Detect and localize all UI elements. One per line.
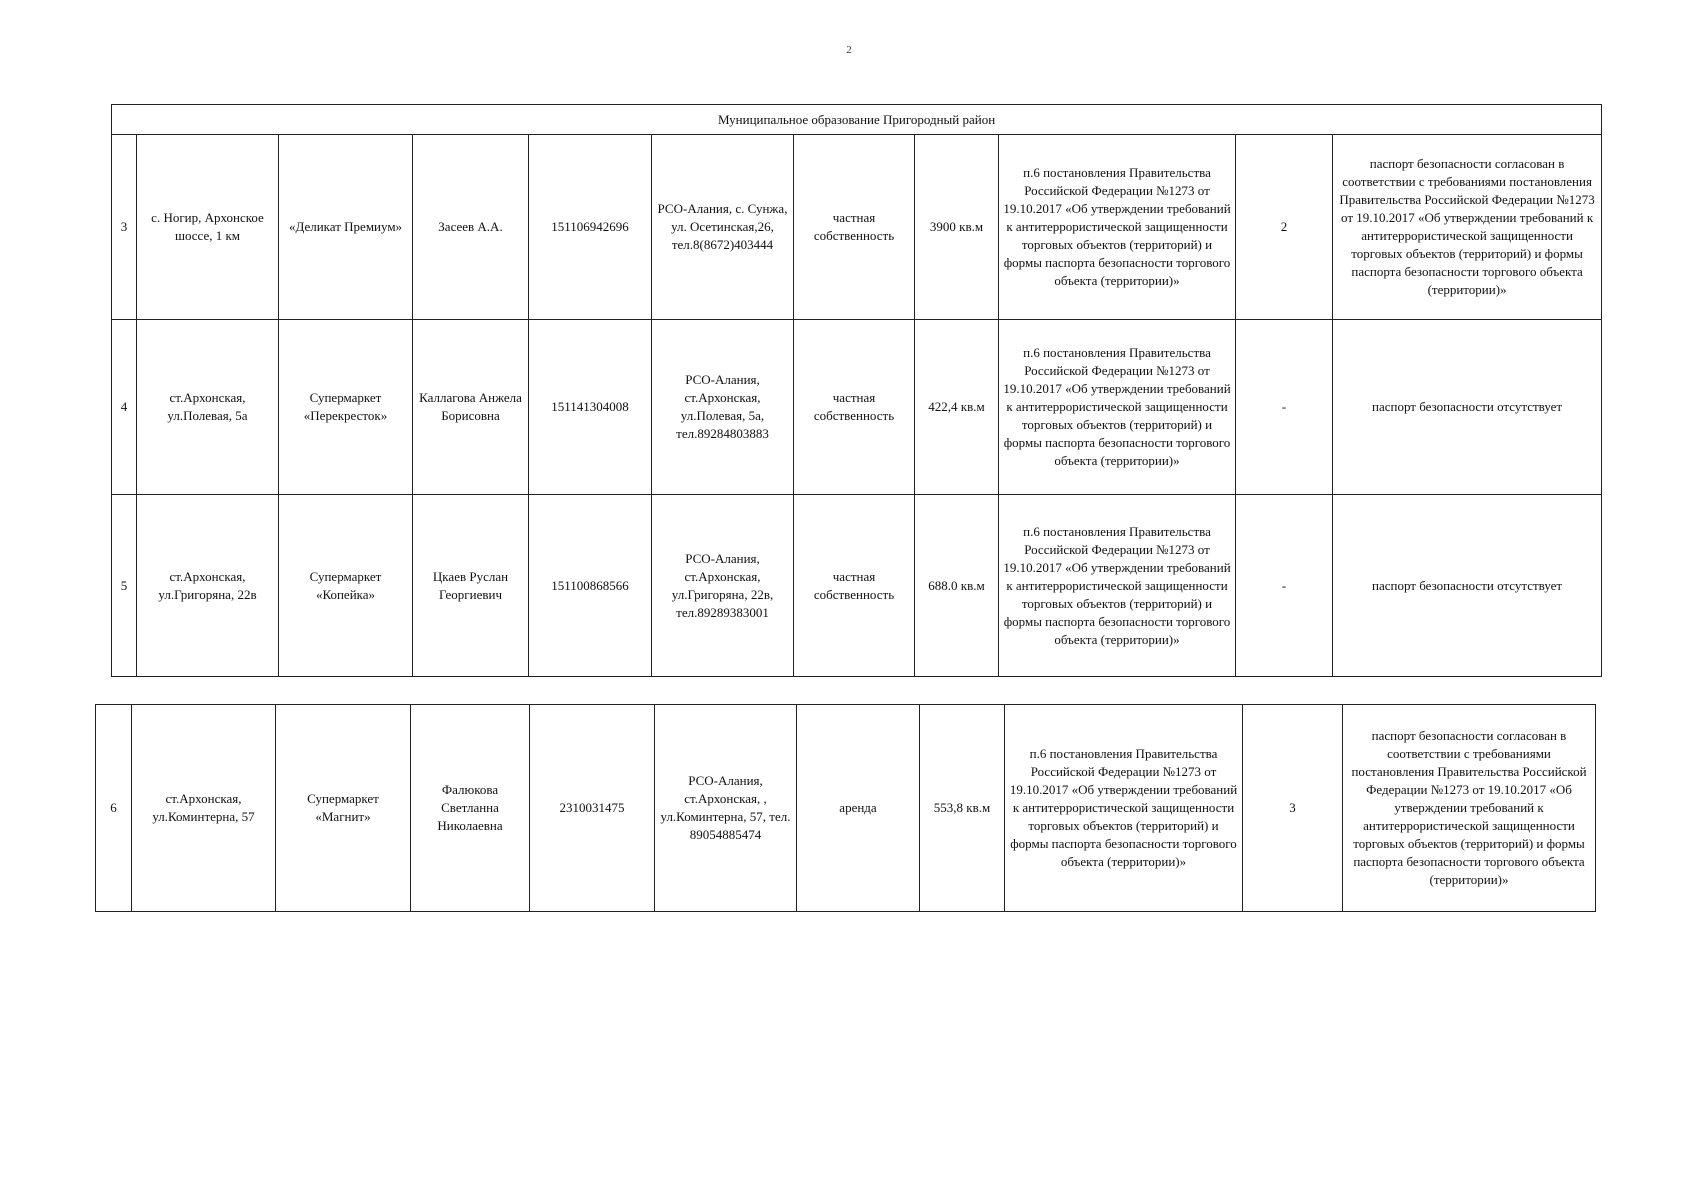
contact-info: РСО-Алания, ст.Архонская, , ул.Коминтерна, 57, тел. 89054885474	[655, 705, 797, 912]
contact-info: РСО-Алания, ст.Архонская, ул.Григоряна, 22в, тел.89289383001	[652, 495, 794, 677]
object-area: 3900 кв.м	[915, 135, 999, 320]
inn-number: 151106942696	[529, 135, 652, 320]
legal-basis: п.6 постановления Правительства Российской Федерации №1273 от 19.10.2017 «Об утверждении требований к антитеррористической защищенности торговых объектов (территорий) и формы паспорта безопасности торгового объекта (территории)»	[999, 135, 1236, 320]
row-number: 4	[112, 320, 137, 495]
hazard-category: 3	[1243, 705, 1343, 912]
object-name: Супермаркет «Перекресток»	[279, 320, 413, 495]
page-number: 2	[846, 44, 852, 56]
legal-basis: п.6 постановления Правительства Российской Федерации №1273 от 19.10.2017 «Об утверждении требований к антитеррористической защищенности торговых объектов (территорий) и формы паспорта безопасности торгового объекта (территории)»	[999, 320, 1236, 495]
registry-table-upper	[111, 104, 1602, 677]
hazard-category: 2	[1236, 135, 1333, 320]
passport-status: паспорт безопасности согласован в соответствии с требованиями постановления Правительства Российской Федерации №1273 от 19.10.2017 «Об утверждении требований к антитеррористической защищенности торговых объектов (территорий) и формы паспорта безопасности торгового объекта (территории)»	[1343, 705, 1596, 912]
table-row	[112, 135, 1602, 320]
owner-name: Цкаев Руслан Георгиевич	[413, 495, 529, 677]
passport-status: паспорт безопасности отсутствует	[1333, 495, 1602, 677]
table-row	[96, 705, 1596, 912]
row-number: 3	[112, 135, 137, 320]
inn-number: 151100868566	[529, 495, 652, 677]
section-title-row	[112, 105, 1602, 135]
object-address: с. Ногир, Архонское шоссе, 1 км	[137, 135, 279, 320]
hazard-category: -	[1236, 320, 1333, 495]
contact-info: РСО-Алания, ст.Архонская, ул.Полевая, 5а, тел.89284803883	[652, 320, 794, 495]
ownership-form: частная собственность	[794, 135, 915, 320]
ownership-form: аренда	[797, 705, 920, 912]
table-row	[112, 495, 1602, 677]
inn-number: 2310031475	[530, 705, 655, 912]
owner-name: Засеев А.А.	[413, 135, 529, 320]
object-area: 422,4 кв.м	[915, 320, 999, 495]
object-address: ст.Архонская, ул.Коминтерна, 57	[132, 705, 276, 912]
object-name: Супермаркет «Копейка»	[279, 495, 413, 677]
inn-number: 151141304008	[529, 320, 652, 495]
row-number: 5	[112, 495, 137, 677]
passport-status: паспорт безопасности согласован в соответствии с требованиями постановления Правительства Российской Федерации №1273 от 19.10.2017 «Об утверждении требований к антитеррористической защищенности торговых объектов (территорий) и формы паспорта безопасности торгового объекта (территории)»	[1333, 135, 1602, 320]
legal-basis: п.6 постановления Правительства Российской Федерации №1273 от 19.10.2017 «Об утверждении требований к антитеррористической защищенности торговых объектов (территорий) и формы паспорта безопасности торгового объекта (территории)»	[999, 495, 1236, 677]
object-name: «Деликат Премиум»	[279, 135, 413, 320]
section-title: Муниципальное образование Пригородный район	[112, 105, 1602, 135]
owner-name: Фалюкова Светланна Николаевна	[411, 705, 530, 912]
table-row	[112, 320, 1602, 495]
object-area: 553,8 кв.м	[920, 705, 1005, 912]
hazard-category: -	[1236, 495, 1333, 677]
registry-table-lower	[95, 704, 1596, 912]
contact-info: РСО-Алания, с. Сунжа, ул. Осетинская,26, тел.8(8672)403444	[652, 135, 794, 320]
object-address: ст.Архонская, ул.Григоряна, 22в	[137, 495, 279, 677]
object-area: 688.0 кв.м	[915, 495, 999, 677]
object-address: ст.Архонская, ул.Полевая, 5а	[137, 320, 279, 495]
ownership-form: частная собственность	[794, 495, 915, 677]
ownership-form: частная собственность	[794, 320, 915, 495]
row-number: 6	[96, 705, 132, 912]
passport-status: паспорт безопасности отсутствует	[1333, 320, 1602, 495]
object-name: Супермаркет «Магнит»	[276, 705, 411, 912]
legal-basis: п.6 постановления Правительства Российской Федерации №1273 от 19.10.2017 «Об утверждении требований к антитеррористической защищенности торговых объектов (территорий) и формы паспорта безопасности торгового объекта (территории)»	[1005, 705, 1243, 912]
owner-name: Каллагова Анжела Борисовна	[413, 320, 529, 495]
